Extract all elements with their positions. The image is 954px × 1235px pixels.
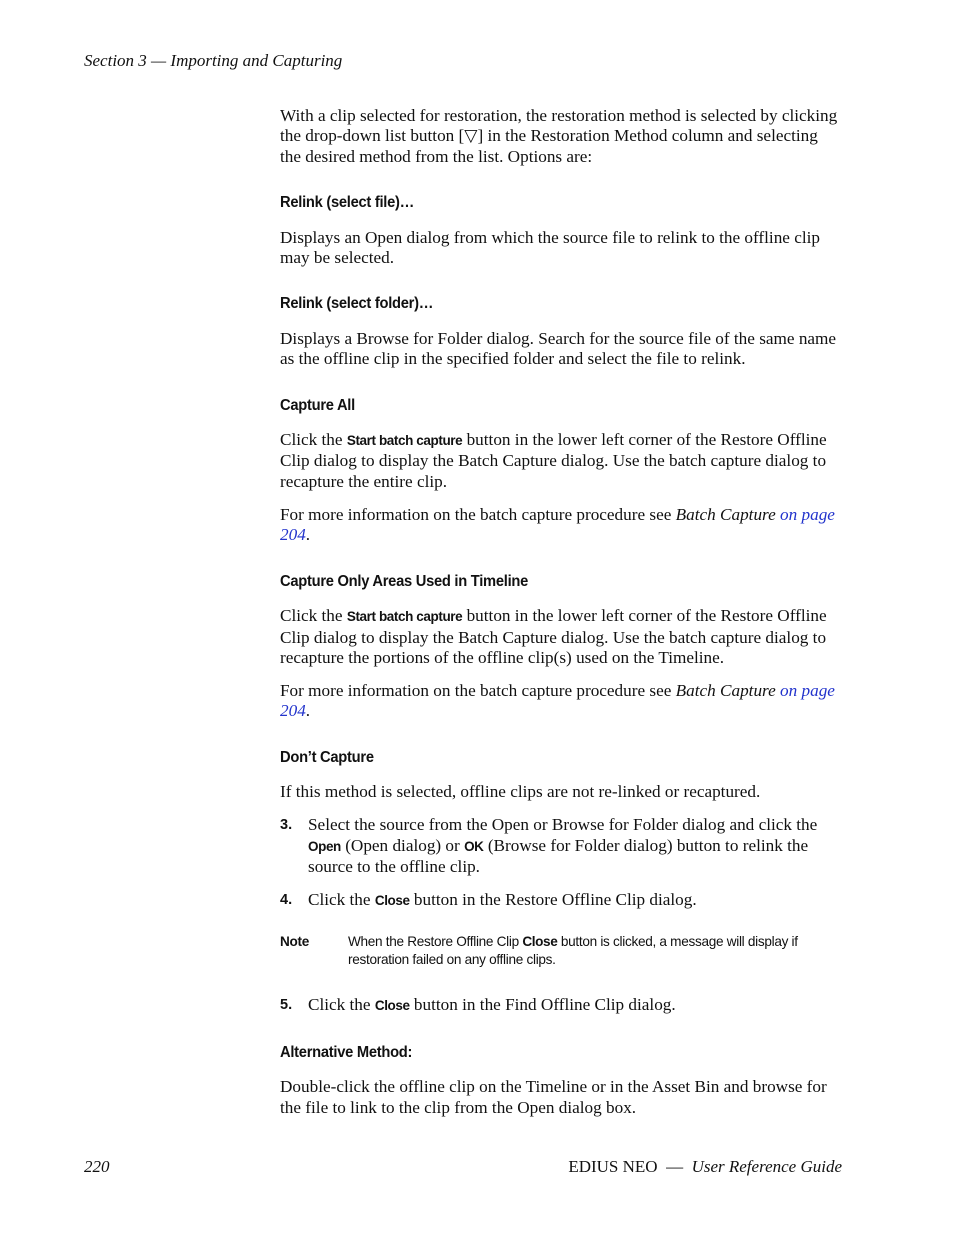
intro-text: With a clip selected for restoration, the restoration method is selected by clicking the drop-down list button [ bbox=[280, 106, 838, 146]
step-number: 3. bbox=[280, 817, 293, 834]
ui-label: OK bbox=[464, 838, 484, 854]
step-number: 4. bbox=[280, 891, 293, 908]
capture-only-reference bbox=[280, 681, 842, 722]
heading-capture-only: Capture Only Areas Used in Timeline bbox=[280, 572, 529, 590]
page-link[interactable]: on page 204 bbox=[280, 504, 835, 545]
heading-relink-folder: Relink (select folder)… bbox=[280, 295, 434, 313]
running-footer bbox=[568, 1157, 842, 1177]
step-5 bbox=[280, 995, 842, 1016]
ui-label: Close bbox=[374, 892, 410, 908]
text: When the Restore Offline Clip bbox=[348, 934, 523, 950]
text: For more information on the batch capture procedure see bbox=[280, 680, 676, 700]
heading-relink-file: Relink (select file)… bbox=[280, 194, 415, 212]
reference-title: Batch Capture bbox=[675, 680, 776, 700]
heading-alternative: Alternative Method: bbox=[280, 1043, 413, 1061]
intro-text: ] in the Restoration Method column and selecting the desired method from the list. Options are: bbox=[280, 126, 818, 166]
capture-only-text bbox=[280, 606, 842, 668]
note-block bbox=[280, 933, 842, 969]
text: . bbox=[305, 525, 311, 545]
text: (Open dialog) or bbox=[340, 835, 465, 855]
capture-all-reference bbox=[280, 505, 842, 546]
heading-dont-capture: Don’t Capture bbox=[280, 748, 374, 766]
relink-folder-text: Displays a Browse for Folder dialog. Search for the source file of the same name as the offline clip in the specified folder and select the file to relink. bbox=[280, 328, 837, 369]
text: button in the lower left corner of the Restore Offline Clip dialog to display the Batch Capture dialog. Use the batch capture dialog to recapture the entire clip. bbox=[280, 430, 827, 491]
text: . bbox=[305, 701, 311, 721]
text: button in the lower left corner of the Restore Offline Clip dialog to display the Batch Capture dialog. Use the batch capture dialog to recapture the portions of the offline clip(s) used on the Timeline. bbox=[280, 606, 827, 667]
note-label: Note bbox=[280, 934, 310, 950]
text: button is clicked, a message will display if restoration failed on any offline clips. bbox=[348, 934, 798, 968]
running-header: Section 3 — Importing and Capturing bbox=[84, 51, 343, 70]
page-link[interactable]: on page 204 bbox=[280, 680, 835, 721]
text: For more information on the batch capture procedure see bbox=[280, 504, 676, 524]
dont-capture-text: If this method is selected, offline clips are not re-linked or recaptured. bbox=[280, 782, 761, 802]
text: Click the bbox=[308, 995, 375, 1015]
heading-capture-all: Capture All bbox=[280, 396, 355, 414]
reference-title: Batch Capture bbox=[675, 504, 776, 524]
text: button in the Restore Offline Clip dialog. bbox=[409, 889, 697, 909]
text: Click the bbox=[308, 889, 375, 909]
text: (Browse for Folder dialog) button to relink the source to the offline clip. bbox=[308, 835, 809, 876]
text: Click the bbox=[280, 606, 347, 626]
relink-file-text: Displays an Open dialog from which the source file to relink to the offline clip may be selected. bbox=[280, 227, 820, 268]
ui-label: Start batch capture bbox=[346, 609, 463, 625]
text: button in the Find Offline Clip dialog. bbox=[409, 995, 676, 1015]
intro-paragraph bbox=[280, 106, 842, 167]
ui-label: Start batch capture bbox=[346, 433, 463, 449]
step-4 bbox=[280, 890, 842, 911]
alternative-text: Double-click the offline clip on the Timeline or in the Asset Bin and browse for the file to link to the clip from the Open dialog box. bbox=[280, 1077, 827, 1117]
dropdown-triangle-icon: ▽ bbox=[464, 126, 478, 146]
text: Select the source from the Open or Browse for Folder dialog and click the bbox=[308, 815, 818, 835]
ui-label: Close bbox=[522, 934, 558, 950]
step-number: 5. bbox=[280, 997, 293, 1014]
step-3 bbox=[280, 815, 842, 877]
page-content bbox=[280, 106, 842, 1131]
capture-all-text bbox=[280, 430, 842, 492]
ui-label: Open bbox=[308, 838, 341, 854]
text: Click the bbox=[280, 430, 347, 450]
guide-title: User Reference Guide bbox=[691, 1157, 842, 1176]
page-number: 220 bbox=[84, 1157, 110, 1176]
product-name: EDIUS NEO — bbox=[568, 1157, 692, 1176]
ui-label: Close bbox=[374, 998, 410, 1014]
